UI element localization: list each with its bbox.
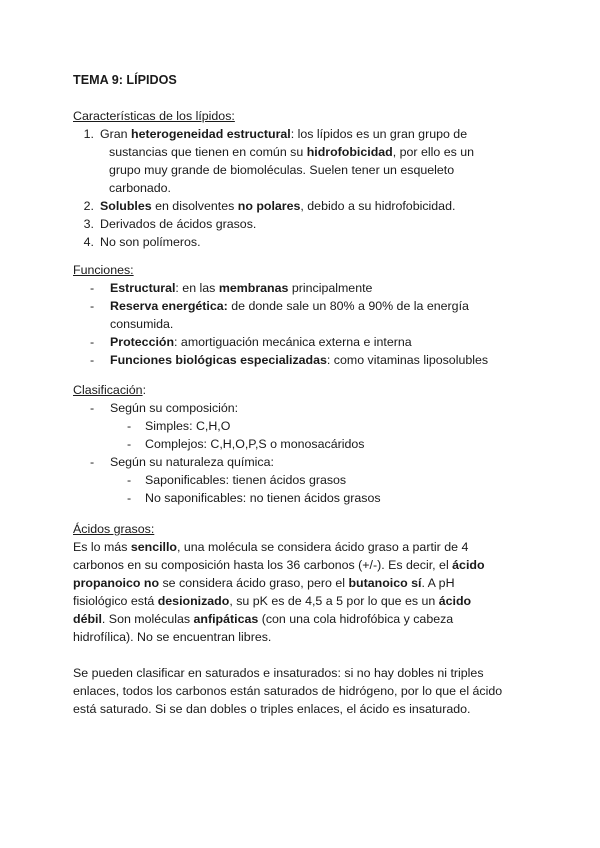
text: fisiológico está — [73, 594, 158, 608]
sub-list-item — [73, 435, 533, 453]
dash-bullet: - — [127, 473, 132, 487]
text: Derivados de ácidos grasos. — [100, 217, 257, 231]
section-funciones — [73, 261, 533, 369]
bold-text: débil — [73, 612, 102, 626]
item-number: 3. — [83, 217, 94, 231]
bold-text: desionizado — [157, 594, 230, 608]
text: No son polímeros. — [100, 235, 201, 249]
section-heading-line — [73, 381, 533, 399]
text: Según su naturaleza química: — [110, 455, 274, 469]
list-item — [73, 197, 533, 215]
text: de donde sale un 80% a 90% de la energía — [227, 299, 469, 313]
paragraph-line: hidrofílica). No se encuentran libres. — [73, 630, 272, 644]
bold-text: ácido — [438, 594, 472, 608]
text: : en las — [175, 281, 219, 295]
dash-bullet: - — [90, 281, 95, 295]
text: : amortiguación mecánica externa e interna — [174, 335, 412, 349]
list-item — [73, 333, 533, 351]
text: , por ello es un — [392, 145, 475, 159]
sub-list-item — [73, 489, 533, 507]
text: Saponificables: tienen ácidos grasos — [145, 473, 347, 487]
blank-line — [73, 646, 533, 664]
text: No saponificables: no tienen ácidos grasos — [145, 491, 381, 505]
dash-bullet: - — [127, 437, 132, 451]
list-item — [73, 215, 533, 233]
dash-bullet: - — [90, 353, 95, 367]
list-item-continuation — [73, 143, 533, 161]
paragraph-line — [73, 574, 533, 592]
bold-text: propanoico no — [73, 576, 160, 590]
bold-text: Solubles — [100, 199, 152, 213]
list-item — [73, 125, 533, 143]
sub-list-item — [73, 471, 533, 489]
section-clasificacion — [73, 381, 533, 507]
text: , una molécula se considera ácido graso a partir de 4 — [176, 540, 469, 554]
text: (con una cola hidrofóbica y cabeza — [258, 612, 454, 626]
text: se considera ácido graso, pero el — [159, 576, 349, 590]
bold-text: Protección — [110, 335, 175, 349]
page-title: TEMA 9: LÍPIDOS — [73, 73, 177, 87]
bold-text: Reserva energética: — [110, 299, 228, 313]
text: sustancias que tienen en común su — [109, 145, 307, 159]
bold-text: no polares — [237, 199, 301, 213]
paragraph-line — [73, 556, 533, 574]
text: principalmente — [288, 281, 373, 295]
text: Gran — [100, 127, 131, 141]
paragraph-line — [73, 610, 533, 628]
dash-bullet: - — [90, 335, 95, 349]
bold-text: butanoico sí — [348, 576, 422, 590]
dash-bullet: - — [90, 455, 95, 469]
text: : los lípidos es un gran grupo de — [290, 127, 468, 141]
text: Complejos: C,H,O,P,S o monosacáridos — [145, 437, 365, 451]
paragraph-line — [73, 538, 533, 556]
paragraph-line: Se pueden clasificar en saturados e insaturados: si no hay dobles ni triples — [73, 666, 484, 680]
dash-bullet: - — [127, 419, 132, 433]
list-item — [73, 399, 533, 417]
text: , su pK es de 4,5 a 5 por lo que es un — [229, 594, 439, 608]
list-item-continuation: carbonado. — [109, 181, 172, 195]
bold-text: Estructural — [110, 281, 176, 295]
bold-text: anfipáticas — [193, 612, 259, 626]
text: : como vitaminas liposolubles — [326, 353, 489, 367]
item-number: 2. — [83, 199, 94, 213]
section-heading: Clasificación — [73, 383, 143, 397]
section-heading: Ácidos grasos: — [73, 522, 155, 536]
text: Simples: C,H,O — [145, 419, 231, 433]
bold-text: Funciones biológicas especializadas — [110, 353, 327, 367]
item-number: 4. — [83, 235, 94, 249]
sub-list-item — [73, 417, 533, 435]
paragraph-line — [73, 592, 533, 610]
list-item — [73, 279, 533, 297]
list-item — [73, 233, 533, 251]
section-acidos-grasos — [73, 520, 533, 718]
list-item-continuation: grupo muy grande de biomoléculas. Suelen tener un esqueleto — [109, 163, 455, 177]
section-heading: Funciones: — [73, 263, 134, 277]
bold-text: heterogeneidad estructural — [131, 127, 291, 141]
dash-bullet: - — [90, 299, 95, 313]
list-item — [73, 453, 533, 471]
text: Según su composición: — [110, 401, 239, 415]
text: : — [142, 383, 147, 397]
item-number: 1. — [83, 127, 94, 141]
text: carbonos en su composición hasta los 36 carbonos (+/-). Es decir, el — [73, 558, 453, 572]
section-heading: Características de los lípidos: — [73, 109, 235, 123]
text: Es lo más — [73, 540, 131, 554]
section-caracteristicas — [73, 107, 533, 251]
bold-text: hidrofobicidad — [306, 145, 393, 159]
list-item — [73, 297, 533, 315]
dash-bullet: - — [127, 491, 132, 505]
list-item-continuation: consumida. — [110, 317, 174, 331]
text: , debido a su hidrofobicidad. — [300, 199, 456, 213]
dash-bullet: - — [90, 401, 95, 415]
text: . Son moléculas — [101, 612, 194, 626]
paragraph-line: está saturado. Si se dan dobles o triples enlaces, el ácido es insaturado. — [73, 702, 471, 716]
bold-text: ácido — [452, 558, 485, 572]
text: . A pH — [421, 576, 455, 590]
text: en disolventes — [151, 199, 238, 213]
paragraph-line: enlaces, todos los carbonos están saturados de hidrógeno, por lo que el ácido — [73, 684, 503, 698]
bold-text: membranas — [218, 281, 289, 295]
list-item — [73, 351, 533, 369]
bold-text: sencillo — [130, 540, 177, 554]
